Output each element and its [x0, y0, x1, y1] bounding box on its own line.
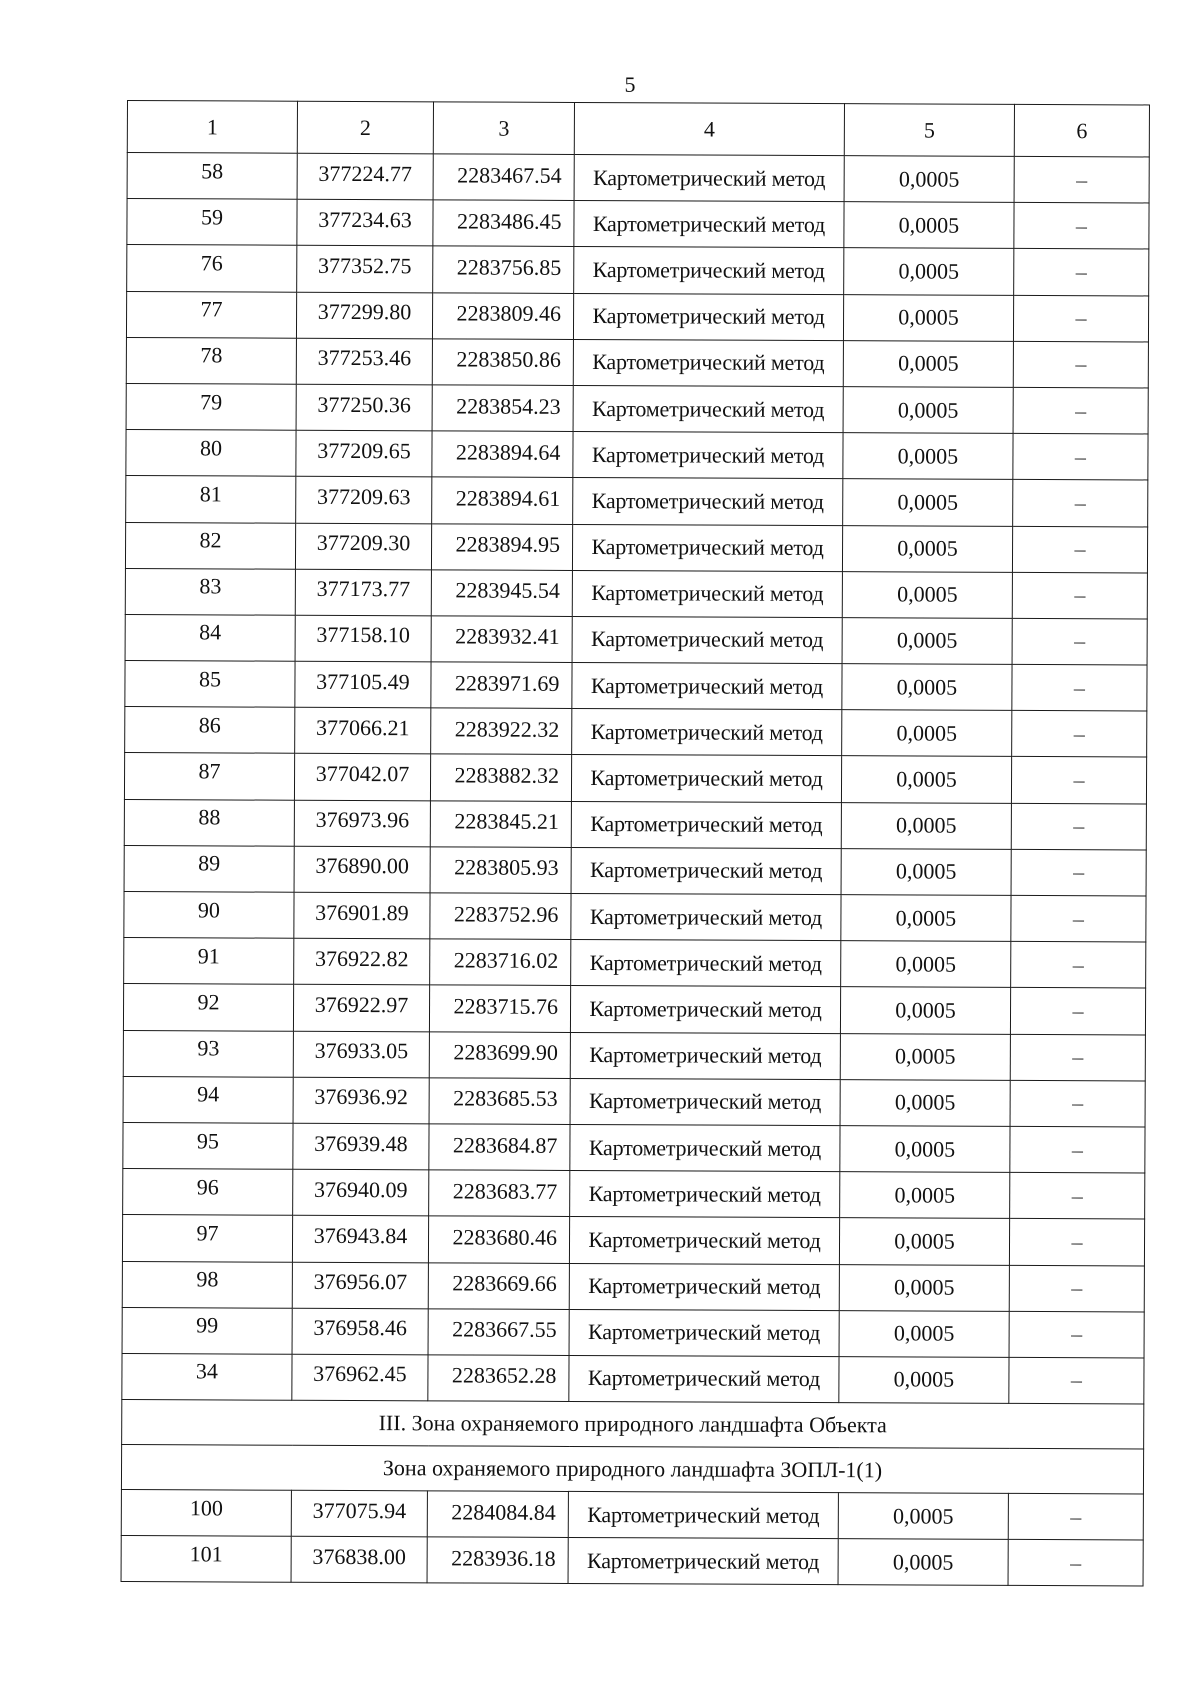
method-cell: Картометрический метод	[573, 385, 843, 432]
table-row	[122, 1307, 1144, 1358]
point-number-cell: 93	[123, 1030, 293, 1077]
description-cell: –	[1009, 1357, 1144, 1404]
point-number-cell: 34	[122, 1353, 292, 1400]
coordinate-x-cell: 377173.77	[295, 569, 431, 616]
table-row	[123, 984, 1145, 1035]
accuracy-cell: 0,0005	[840, 1172, 1010, 1219]
point-number-cell: 95	[123, 1122, 293, 1169]
coordinate-y-cell: 2283683.77	[429, 1170, 570, 1217]
method-cell: Картометрический метод	[570, 1032, 840, 1079]
method-cell: Картометрический метод	[573, 339, 843, 386]
point-number-cell: 89	[124, 845, 294, 892]
accuracy-cell: 0,0005	[842, 618, 1012, 665]
coordinate-x-cell: 377158.10	[295, 615, 431, 662]
section-title-row	[122, 1400, 1144, 1449]
column-header: 3	[433, 102, 574, 155]
point-number-cell: 94	[123, 1076, 293, 1123]
table-row	[124, 799, 1146, 850]
method-cell: Картометрический метод	[570, 986, 840, 1033]
page-number: 5	[624, 72, 636, 97]
coordinate-x-cell: 377234.63	[297, 199, 433, 246]
coordinate-x-cell: 376940.09	[293, 1169, 429, 1216]
coordinate-y-cell: 2283669.66	[428, 1262, 569, 1309]
accuracy-cell: 0,0005	[842, 664, 1012, 711]
coordinate-y-cell: 2283716.02	[430, 939, 571, 986]
method-cell: Картометрический метод	[568, 1538, 838, 1585]
point-number-cell: 84	[125, 614, 295, 661]
description-cell: –	[1011, 895, 1146, 942]
table-row	[124, 845, 1146, 896]
accuracy-cell: 0,0005	[843, 433, 1013, 480]
description-cell: –	[1012, 711, 1147, 758]
table-row	[123, 1169, 1145, 1220]
point-number-cell: 85	[125, 661, 295, 708]
point-number-cell: 82	[125, 522, 295, 569]
coordinate-y-cell: 2283684.87	[429, 1124, 570, 1171]
accuracy-cell: 0,0005	[841, 756, 1011, 803]
point-number-cell: 77	[126, 291, 296, 338]
accuracy-cell: 0,0005	[841, 895, 1011, 942]
point-number-cell: 88	[124, 799, 294, 846]
method-cell: Картометрический метод	[570, 1171, 840, 1218]
coordinate-x-cell: 377209.65	[296, 430, 432, 477]
method-cell: Картометрический метод	[571, 893, 841, 940]
description-cell: –	[1014, 249, 1149, 296]
coordinate-x-cell: 376838.00	[291, 1536, 427, 1583]
method-cell: Картометрический метод	[568, 1492, 838, 1539]
point-number-cell: 87	[124, 753, 294, 800]
coordinate-y-cell: 2283945.54	[431, 570, 572, 617]
method-cell: Картометрический метод	[571, 940, 841, 987]
column-header: 6	[1014, 104, 1149, 157]
coordinate-x-cell: 376939.48	[293, 1123, 429, 1170]
coordinate-x-cell: 376943.84	[292, 1216, 428, 1263]
method-cell: Картометрический метод	[572, 709, 842, 756]
description-cell: –	[1008, 1540, 1143, 1587]
method-cell: Картометрический метод	[573, 293, 843, 340]
point-number-cell: 79	[126, 383, 296, 430]
method-cell: Картометрический метод	[572, 616, 842, 663]
coordinate-y-cell: 2283467.54	[433, 154, 574, 201]
accuracy-cell: 0,0005	[844, 202, 1014, 249]
coordinate-x-cell: 377250.36	[296, 384, 432, 431]
description-cell: –	[1013, 433, 1148, 480]
point-number-cell: 59	[127, 199, 297, 246]
coordinate-y-cell: 2283685.53	[429, 1078, 570, 1125]
column-header: 1	[127, 101, 297, 154]
coordinate-y-cell: 2283805.93	[430, 847, 571, 894]
coordinate-x-cell: 377253.46	[296, 338, 432, 385]
method-cell: Картометрический метод	[573, 478, 843, 525]
description-cell: –	[1011, 942, 1146, 989]
coordinate-x-cell: 376922.82	[294, 938, 430, 985]
accuracy-cell: 0,0005	[844, 156, 1014, 203]
coordinate-y-cell: 2283854.23	[432, 385, 573, 432]
coordinate-x-cell: 377105.49	[295, 661, 431, 708]
description-cell: –	[1014, 203, 1149, 250]
accuracy-cell: 0,0005	[841, 941, 1011, 988]
description-cell: –	[1010, 1080, 1145, 1127]
description-cell: –	[1013, 295, 1148, 342]
column-header: 2	[297, 101, 433, 154]
table-row	[125, 522, 1147, 573]
method-cell: Картометрический метод	[572, 570, 842, 617]
table-row	[122, 1261, 1144, 1312]
coordinate-y-cell: 2283752.96	[430, 893, 571, 940]
coordinate-x-cell: 377042.07	[294, 754, 430, 801]
table-row	[124, 753, 1146, 804]
accuracy-cell: 0,0005	[843, 340, 1013, 387]
section-title: III. Зона охраняемого природного ландшафта Объекта	[122, 1400, 1144, 1449]
coordinate-x-cell: 377352.75	[297, 246, 433, 293]
description-cell: –	[1011, 849, 1146, 896]
description-cell: –	[1012, 618, 1147, 665]
table-row	[126, 337, 1148, 388]
point-number-cell: 76	[127, 245, 297, 292]
table-row	[126, 383, 1148, 434]
coordinate-y-cell: 2283894.61	[432, 477, 573, 524]
point-number-cell: 97	[122, 1215, 292, 1262]
table-header-row	[127, 101, 1149, 157]
method-cell: Картометрический метод	[569, 1355, 839, 1402]
table-row	[126, 430, 1148, 481]
description-cell: –	[1011, 803, 1146, 850]
coordinate-x-cell: 376890.00	[294, 846, 430, 893]
coordinate-y-cell: 2283699.90	[429, 1031, 570, 1078]
coordinate-x-cell: 376962.45	[292, 1354, 428, 1401]
accuracy-cell: 0,0005	[839, 1356, 1009, 1403]
coordinate-x-cell: 376936.92	[293, 1077, 429, 1124]
method-cell: Картометрический метод	[574, 154, 844, 201]
accuracy-cell: 0,0005	[839, 1218, 1009, 1265]
coordinate-x-cell: 376973.96	[294, 800, 430, 847]
method-cell: Картометрический метод	[569, 1217, 839, 1264]
accuracy-cell: 0,0005	[838, 1493, 1008, 1540]
point-number-cell: 100	[121, 1490, 291, 1537]
table-row	[127, 245, 1149, 296]
table-row	[126, 291, 1148, 342]
coordinate-y-cell: 2283486.45	[433, 200, 574, 247]
coordinate-y-cell: 2283715.76	[429, 985, 570, 1032]
table-row	[123, 1122, 1145, 1173]
point-number-cell: 96	[123, 1169, 293, 1216]
description-cell: –	[1009, 1311, 1144, 1358]
point-number-cell: 101	[121, 1536, 291, 1583]
coordinate-y-cell: 2283756.85	[433, 246, 574, 293]
coordinate-y-cell: 2283882.32	[430, 754, 571, 801]
coordinate-x-cell: 376901.89	[294, 892, 430, 939]
point-number-cell: 92	[123, 984, 293, 1031]
coordinate-y-cell: 2283971.69	[431, 662, 572, 709]
coordinate-x-cell: 377209.63	[296, 477, 432, 524]
accuracy-cell: 0,0005	[840, 987, 1010, 1034]
accuracy-cell: 0,0005	[842, 571, 1012, 618]
table-row	[127, 153, 1149, 204]
description-cell: –	[1014, 156, 1149, 203]
point-number-cell: 58	[127, 153, 297, 200]
method-cell: Картометрический метод	[573, 432, 843, 479]
method-cell: Картометрический метод	[574, 201, 844, 248]
coordinate-x-cell: 377075.94	[291, 1490, 427, 1537]
coordinate-y-cell: 2283680.46	[428, 1216, 569, 1263]
method-cell: Картометрический метод	[574, 247, 844, 294]
accuracy-cell: 0,0005	[839, 1264, 1009, 1311]
description-cell: –	[1008, 1493, 1143, 1540]
method-cell: Картометрический метод	[570, 1124, 840, 1171]
accuracy-cell: 0,0005	[844, 248, 1014, 295]
description-cell: –	[1013, 387, 1148, 434]
description-cell: –	[1013, 480, 1148, 527]
method-cell: Картометрический метод	[572, 663, 842, 710]
coordinate-x-cell: 376922.97	[293, 985, 429, 1032]
coordinate-x-cell: 376956.07	[292, 1262, 428, 1309]
table-row	[125, 707, 1147, 758]
coordinate-y-cell: 2283809.46	[432, 292, 573, 339]
table-row	[124, 891, 1146, 942]
coordinate-y-cell: 2283894.64	[432, 431, 573, 478]
accuracy-cell: 0,0005	[840, 1033, 1010, 1080]
description-cell: –	[1011, 757, 1146, 804]
accuracy-cell: 0,0005	[843, 479, 1013, 526]
point-number-cell: 78	[126, 337, 296, 384]
description-cell: –	[1010, 988, 1145, 1035]
coordinate-x-cell: 376958.46	[292, 1308, 428, 1355]
coordinate-x-cell: 377224.77	[297, 153, 433, 200]
column-header: 4	[574, 102, 844, 155]
point-number-cell: 81	[126, 476, 296, 523]
method-cell: Картометрический метод	[569, 1263, 839, 1310]
coordinate-y-cell: 2283894.95	[431, 523, 572, 570]
description-cell: –	[1012, 664, 1147, 711]
accuracy-cell: 0,0005	[843, 294, 1013, 341]
coordinate-y-cell: 2283652.28	[428, 1355, 569, 1402]
point-number-cell: 80	[126, 430, 296, 477]
description-cell: –	[1009, 1265, 1144, 1312]
coordinate-y-cell: 2283922.32	[431, 708, 572, 755]
point-number-cell: 99	[122, 1307, 292, 1354]
table-row	[122, 1353, 1144, 1404]
description-cell: –	[1012, 526, 1147, 573]
accuracy-cell: 0,0005	[841, 802, 1011, 849]
coordinate-x-cell: 377209.30	[295, 523, 431, 570]
method-cell: Картометрический метод	[572, 524, 842, 571]
coordinate-x-cell: 376933.05	[293, 1031, 429, 1078]
method-cell: Картометрический метод	[571, 847, 841, 894]
coordinate-y-cell: 2283667.55	[428, 1309, 569, 1356]
description-cell: –	[1010, 1126, 1145, 1173]
accuracy-cell: 0,0005	[841, 848, 1011, 895]
subsection-title-row	[121, 1445, 1143, 1494]
coordinate-y-cell: 2284084.84	[427, 1491, 568, 1538]
table-row	[125, 661, 1147, 712]
method-cell: Картометрический метод	[571, 801, 841, 848]
coordinate-y-cell: 2283936.18	[427, 1537, 568, 1584]
point-number-cell: 91	[124, 938, 294, 985]
table-row	[123, 1030, 1145, 1081]
accuracy-cell: 0,0005	[842, 525, 1012, 572]
point-number-cell: 83	[125, 568, 295, 615]
coordinates-table	[121, 100, 1150, 1587]
table-row	[121, 1490, 1143, 1541]
coordinate-y-cell: 2283850.86	[432, 339, 573, 386]
subsection-title: Зона охраняемого природного ландшафта ЗОПЛ-1(1)	[121, 1445, 1143, 1494]
point-number-cell: 86	[125, 707, 295, 754]
table-row	[123, 1076, 1145, 1127]
accuracy-cell: 0,0005	[840, 1126, 1010, 1173]
point-number-cell: 90	[124, 891, 294, 938]
table-row	[127, 199, 1149, 250]
description-cell: –	[1009, 1219, 1144, 1266]
point-number-cell: 98	[122, 1261, 292, 1308]
table-row	[121, 1536, 1143, 1587]
method-cell: Картометрический метод	[571, 755, 841, 802]
table-row	[125, 614, 1147, 665]
table-row	[125, 568, 1147, 619]
description-cell: –	[1010, 1172, 1145, 1219]
table-row	[124, 938, 1146, 989]
coordinate-x-cell: 377299.80	[296, 292, 432, 339]
accuracy-cell: 0,0005	[840, 1079, 1010, 1126]
description-cell: –	[1010, 1034, 1145, 1081]
method-cell: Картометрический метод	[569, 1309, 839, 1356]
description-cell: –	[1012, 572, 1147, 619]
table-row	[126, 476, 1148, 527]
accuracy-cell: 0,0005	[838, 1539, 1008, 1586]
coordinate-y-cell: 2283932.41	[431, 616, 572, 663]
coordinate-y-cell: 2283845.21	[430, 800, 571, 847]
accuracy-cell: 0,0005	[842, 710, 1012, 757]
coordinate-x-cell: 377066.21	[295, 707, 431, 754]
table-row	[122, 1215, 1144, 1266]
accuracy-cell: 0,0005	[839, 1310, 1009, 1357]
column-header: 5	[844, 104, 1014, 157]
method-cell: Картометрический метод	[570, 1078, 840, 1125]
description-cell: –	[1013, 341, 1148, 388]
accuracy-cell: 0,0005	[843, 387, 1013, 434]
